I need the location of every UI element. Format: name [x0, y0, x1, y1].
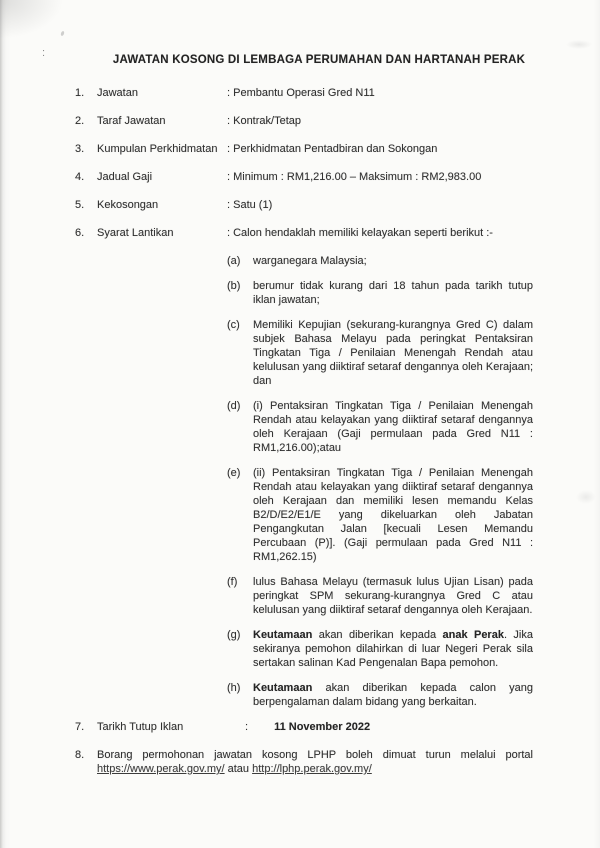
field-number: 2. — [75, 115, 85, 127]
field-label: Syarat Lantikan — [97, 227, 174, 239]
field-number: 1. — [75, 87, 85, 99]
plain-text: akan diberikan kepada — [312, 629, 443, 641]
field-row-jadual-gaji — [75, 170, 533, 184]
document-title: JAWATAN KOSONG DI LEMBAGA PERUMAHAN DAN HARTANAH PERAK — [112, 54, 526, 66]
link-lphp-perak-gov-my[interactable]: http://lphp.perak.gov.my/ — [252, 763, 372, 775]
plain-text: . Jika sekiranya pemohon dilahirkan di luar Negeri Perak sila sertakan salinan Kad Pengenalan Bapa pemohon. — [253, 629, 533, 669]
field-value: : Calon hendaklah memiliki kelayakan seperti berikut :- — [227, 227, 493, 239]
field-number: 5. — [75, 199, 85, 211]
requirement-h — [227, 681, 533, 709]
requirement-text: (ii) Pentaksiran Tingkatan Tiga / Penilaian Menengah Rendah atau kelayakan yang diiktiraf setaraf dengannya oleh Kerajaan dan memiliki lesen memandu Kelas B2/D/E2/E1/E yang dikeluarkan oleh Jabatan Pengangkutan Jalan [kecuali Lesen Memandu Percubaan (P)]. (Gaji permulaan pada Gred N11 : RM1,262.15) — [253, 467, 533, 563]
field-label: Tarikh Tutup Iklan — [97, 721, 184, 733]
requirement-b — [227, 279, 533, 307]
requirement-letter: (g) — [227, 629, 241, 641]
bold-text: anak Perak — [442, 629, 504, 641]
field-label: Jadual Gaji — [97, 171, 153, 183]
field-number: 6. — [75, 227, 85, 239]
requirement-text: berumur tidak kurang dari 18 tahun pada tarikh tutup iklan jawatan; — [253, 280, 533, 306]
field-label: Taraf Jawatan — [97, 115, 166, 127]
field-value: : Kontrak/Tetap — [227, 115, 301, 127]
scan-artifact-colon: : — [42, 47, 46, 59]
download-text — [97, 748, 533, 776]
bold-text: Keutamaan — [253, 682, 313, 694]
plain-text: Borang permohonan jawatan kosong LPHP boleh dimuat turun melalui portal — [97, 749, 533, 761]
requirement-text: lulus Bahasa Melayu (termasuk lulus Ujian Lisan) pada peringkat SPM sekurang-kurangnya Gred C atau kelulusan yang diiktiraf setaraf dengannya oleh Kerajaan. — [253, 576, 533, 616]
requirement-text: (i) Pentaksiran Tingkatan Tiga / Penilaian Menengah Rendah atau kelayakan yang diiktiraf setaraf dengannya oleh Kerajaan (Gaji permulaan pada Gred N11 : RM1,216.00);atau — [253, 400, 533, 454]
field-row-taraf-jawatan — [75, 114, 533, 128]
field-list — [75, 86, 533, 240]
requirement-text: Memiliki Kepujian (sekurang-kurangnya Gred C) dalam subjek Bahasa Melayu pada peringkat Pentaksiran Tingkatan Tiga / Penilaian Menengah Rendah atau kelulusan yang diiktiraf setaraf dengannya oleh Kerajaan; dan — [253, 319, 533, 387]
plain-text: atau — [224, 763, 253, 775]
field-number: 7. — [75, 721, 85, 733]
requirement-f — [227, 575, 533, 617]
field-value: : Minimum : RM1,216.00 – Maksimum : RM2,983.00 — [227, 171, 482, 183]
link-perak-gov-my[interactable]: https://www.perak.gov.my/ — [97, 763, 225, 775]
requirement-text — [253, 681, 533, 709]
closing-date: 11 November 2022 — [274, 721, 371, 733]
requirement-g — [227, 628, 533, 670]
field-value: : Perkhidmatan Pentadbiran dan Sokongan — [227, 143, 438, 155]
requirement-a — [227, 254, 533, 268]
field-row-syarat-lantikan — [75, 226, 533, 240]
field-label: Jawatan — [97, 87, 138, 99]
plain-text: akan diberikan kepada calon yang berpengalaman dalam bidang yang berkaitan. — [253, 682, 533, 708]
scan-artifact-smudge — [566, 40, 592, 49]
field-row-tarikh-tutup — [75, 720, 533, 734]
field-value: : Satu (1) — [227, 199, 273, 211]
requirement-letter: (a) — [227, 255, 241, 267]
requirement-d — [227, 399, 533, 455]
requirement-text: warganegara Malaysia; — [253, 255, 367, 267]
requirement-letter: (f) — [227, 576, 238, 588]
field-number: 4. — [75, 171, 85, 183]
requirement-c — [227, 318, 533, 388]
requirements-list — [227, 254, 533, 709]
field-number: 3. — [75, 143, 85, 155]
field-row-jawatan — [75, 86, 533, 100]
requirement-letter: (e) — [227, 467, 241, 479]
requirement-letter: (c) — [227, 319, 240, 331]
field-label: Kekosongan — [97, 199, 159, 211]
requirement-letter: (b) — [227, 280, 241, 292]
field-colon: : — [245, 721, 249, 733]
requirement-letter: (d) — [227, 400, 241, 412]
field-row-borang-permohonan — [75, 748, 533, 776]
field-label: Kumpulan Perkhidmatan — [97, 143, 218, 155]
bold-text: Keutamaan — [253, 629, 313, 641]
scan-artifact-smudge — [576, 490, 596, 504]
field-row-kumpulan-perkhidmatan — [75, 142, 533, 156]
field-row-kekosongan — [75, 198, 533, 212]
field-value: : Pembantu Operasi Gred N11 — [227, 87, 375, 99]
requirement-text — [253, 628, 533, 670]
requirement-letter: (h) — [227, 682, 241, 694]
scan-artifact-speck — [60, 31, 65, 37]
field-number: 8. — [75, 749, 85, 761]
requirement-e — [227, 466, 533, 564]
